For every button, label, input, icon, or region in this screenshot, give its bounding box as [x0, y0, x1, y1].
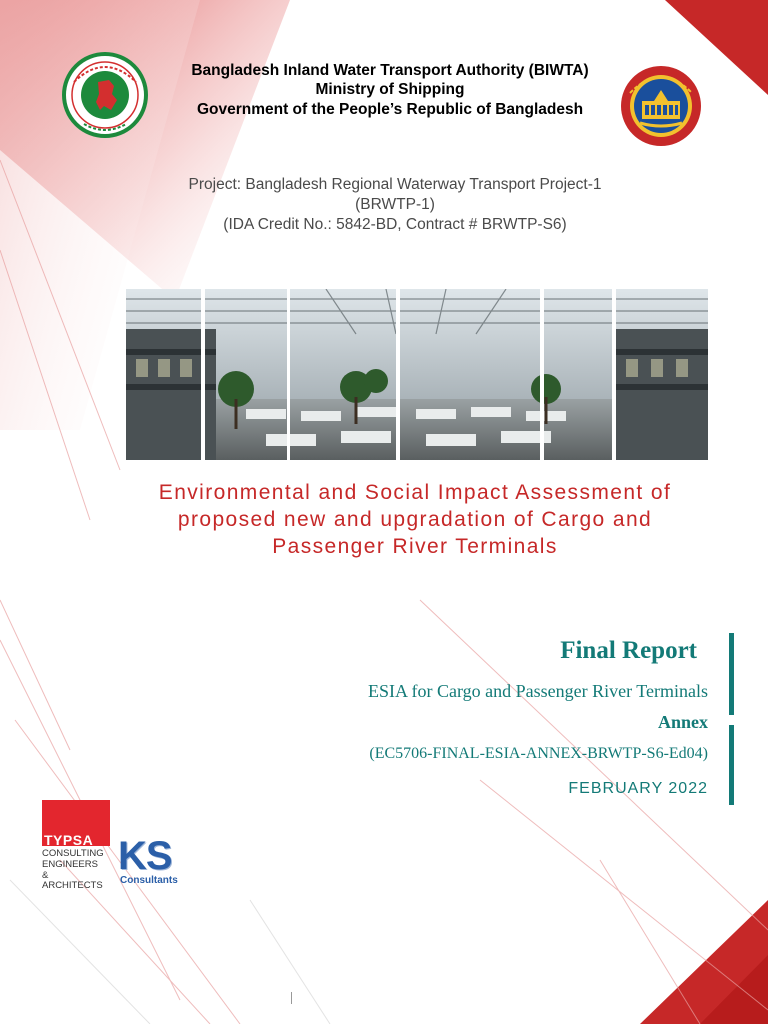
- ks-logo-subtitle: Consultants: [120, 875, 178, 886]
- annex-label: Annex: [657, 712, 708, 732]
- typsa-logo-subtitle-1: CONSULTING: [42, 848, 104, 859]
- report-date: FEBRUARY 2022: [568, 780, 708, 797]
- report-title-line-1: Environmental and Social Impact Assessment of: [158, 481, 672, 504]
- biwta-emblem-icon: [620, 65, 702, 147]
- accent-bar-upper: [729, 633, 734, 715]
- ks-consultants-logo: [116, 834, 206, 890]
- authority-name: Bangladesh Inland Water Transport Authority (BIWTA): [191, 62, 589, 79]
- project-code: (BRWTP-1): [355, 196, 435, 213]
- office-atrium-photo: [126, 289, 708, 460]
- document-code: (EC5706-FINAL-ESIA-ANNEX-BRWTP-S6-Ed04): [369, 745, 708, 762]
- accent-bar-lower: [729, 725, 734, 805]
- typsa-logo-subtitle-2: ENGINEERS: [42, 859, 98, 870]
- final-report-heading: Final Report: [560, 637, 697, 664]
- ks-logo-letters: KS: [118, 834, 172, 878]
- page-footer-mark: [291, 992, 292, 1004]
- bangladesh-government-seal-icon: [62, 52, 148, 138]
- typsa-logo: [42, 800, 110, 891]
- esia-subtitle: ESIA for Cargo and Passenger River Terminals: [367, 681, 708, 701]
- typsa-logo-name: TYPSA: [44, 832, 94, 848]
- report-title-line-3: Passenger River Terminals: [272, 535, 558, 558]
- ministry-name: Ministry of Shipping: [315, 81, 465, 98]
- credit-info: (IDA Credit No.: 5842-BD, Contract # BRWTP-S6): [223, 216, 567, 233]
- report-title-line-2: proposed new and upgradation of Cargo and: [177, 508, 653, 531]
- government-name: Government of the People’s Republic of Bangladesh: [196, 101, 584, 118]
- project-name: Project: Bangladesh Regional Waterway Transport Project-1: [188, 176, 602, 193]
- typsa-logo-subtitle-3: & ARCHITECTS: [42, 870, 103, 891]
